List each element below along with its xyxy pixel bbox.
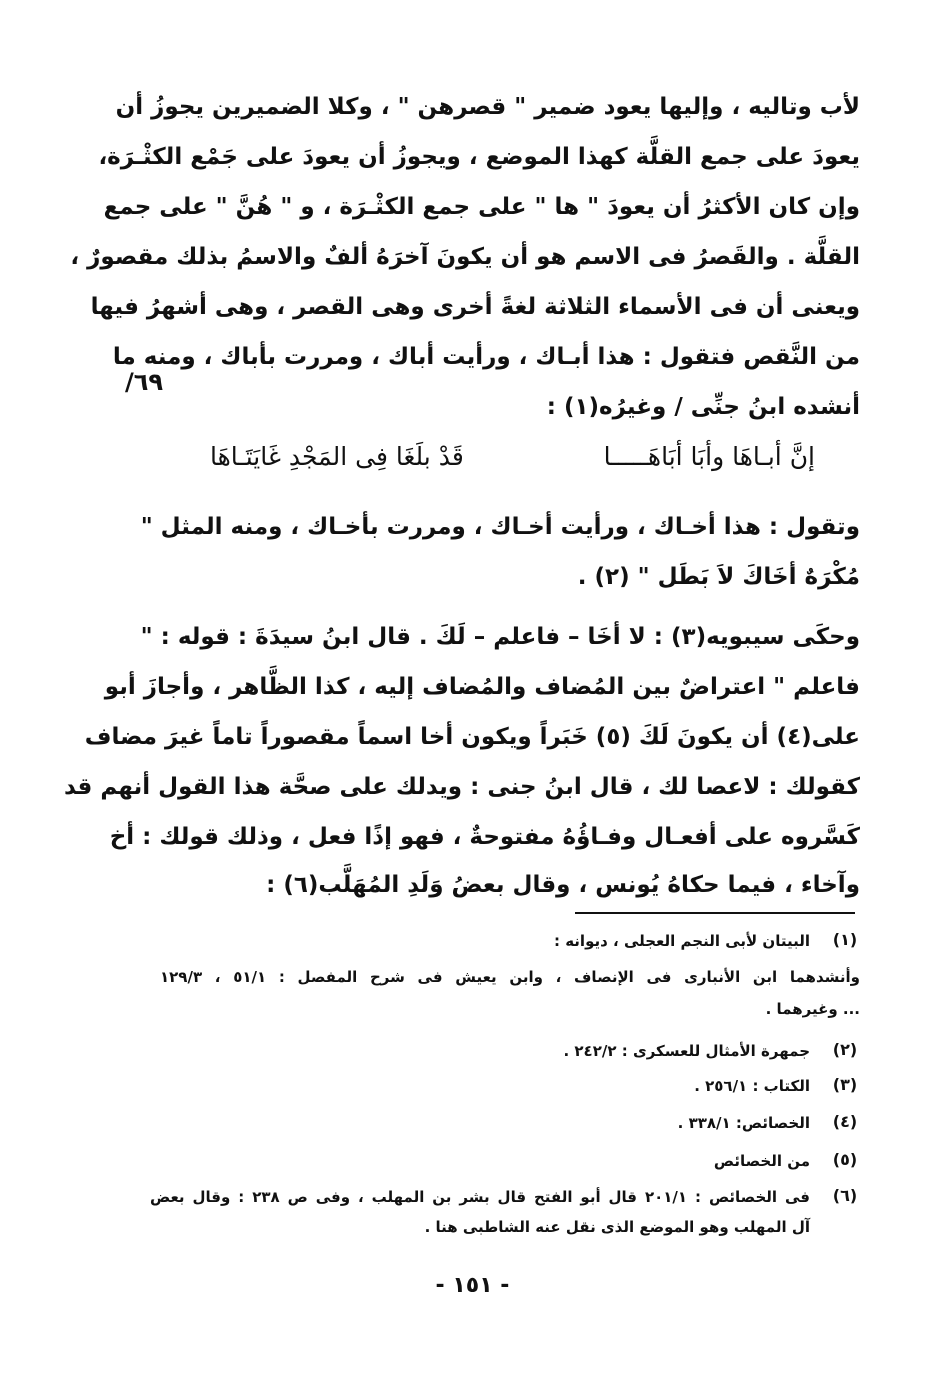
footnote-number: (٦) <box>832 1186 858 1205</box>
footnote-text: الكتاب : ٢٥٦/١ . <box>694 1077 810 1095</box>
body-line: كَسَّروه على أفعـال وفـاؤُهُ مفتوحةٌ ، فهو إذًا فعل ، وذلك قولك : أخ <box>109 824 860 850</box>
body-line: ويعنى أن فى الأسماء الثلاثة لغةً أخرى وهى القصر ، وهى أشهرُ فيها <box>90 294 860 320</box>
footnote-text: الخصائص: ٣٣٨/١ . <box>677 1114 810 1132</box>
footnote-text: من الخصائص <box>713 1152 810 1170</box>
footnote-text: وأنشدهما ابن الأنبارى فى الإنصاف ، وابن يعيش فى شرح المفصل : ٥١/١ ، ١٢٩/٣ <box>160 968 860 986</box>
footnote-text: فى الخصائص : ٢٠١/١ قال أبو الفتح قال بشر بن المهلب ، وفى ص ٢٣٨ : وقال بعض <box>150 1188 810 1206</box>
body-line: مُكْرَهٌ أخَاكَ لاَ بَطَل " (٢) . <box>577 564 860 590</box>
body-line: وتقول : هذا أخـاك ، ورأيت أخـاك ، ومررت بأخـاك ، ومنه المثل " <box>140 514 860 540</box>
footnote-number: (٣) <box>832 1075 858 1094</box>
verse-hemistich-second: قَدْ بلَغَا فِى المَجْدِ غَايَتَـاهَا <box>210 442 464 471</box>
footnote-number: (٢) <box>832 1040 858 1059</box>
body-line: أنشده ابنُ جنِّى / وغيرُه(١) : <box>546 394 860 420</box>
body-line: القلَّة . والقَصرُ فى الاسم هو أن يكونَ آخرَهُ ألفٌ والاسمُ بذلك مقصورٌ ، <box>70 244 860 270</box>
footnote-separator <box>575 912 855 914</box>
verse-hemistich-first: إنَّ أبـاهَا وأبَا أبَاهَـــــا <box>603 442 815 471</box>
footnote-number: (٥) <box>832 1150 858 1169</box>
body-line: من النَّقص فتقول : هذا أبـاك ، ورأيت أباك ، ومررت بأباك ، ومنه ما <box>112 344 860 370</box>
page-number: - ١٥١ - <box>435 1273 510 1298</box>
footnote-number: (٤) <box>832 1112 858 1131</box>
body-line: فاعلم " اعتراضٌ بين المُضاف والمُضاف إليه ، كذا الظَّاهر ، وأجازَ أبو <box>104 674 860 700</box>
body-line: وإن كان الأكثرُ أن يعودَ " ها " على جمع الكثْـرَة ، و " هُنَّ " على جمع <box>103 194 860 220</box>
body-line: يعودَ على جمع القلَّة كهذا الموضع ، ويجوزُ أن يعودَ على جَمْع الكثْـرَة، <box>98 144 860 170</box>
footnote-number: (١) <box>832 930 858 949</box>
body-line: كقولك : لاعصا لك ، قال ابنُ جنى : ويدلك على صحَّة هذا القول أنهم قد <box>64 774 860 800</box>
footnote-text: ... وغيرهما . <box>765 1000 860 1018</box>
footnote-text: جمهرة الأمثال للعسكرى : ٢٤٢/٢ . <box>563 1042 810 1060</box>
footnote-text: البيتان لأبى النجم العجلى ، ديوانه : <box>553 932 810 950</box>
body-line: لأب وتاليه ، وإليها يعود ضمير " قصرهن " ، وكلا الضميرين يجوزُ أن <box>115 94 860 120</box>
body-line: وآخاء ، فيما حكاهُ يُونس ، وقال بعضُ وَلَدِ المُهَلَّب(٦) : <box>266 872 860 898</box>
body-line: وحكَى سيبويه(٣) : لا أخَا – فاعلم – لَكَ . قال ابنُ سيدَةَ : قوله : " <box>140 624 860 650</box>
margin-page-reference: ٦٩/ <box>125 368 164 396</box>
footnote-text: آل المهلب وهو الموضع الذى نقل عنه الشاطبى هنا . <box>424 1218 810 1236</box>
body-line: على(٤) أن يكونَ لَكَ (٥) خَبَراً ويكون أخا اسماً مقصوراً تاماً غيرَ مضاف <box>84 724 860 750</box>
